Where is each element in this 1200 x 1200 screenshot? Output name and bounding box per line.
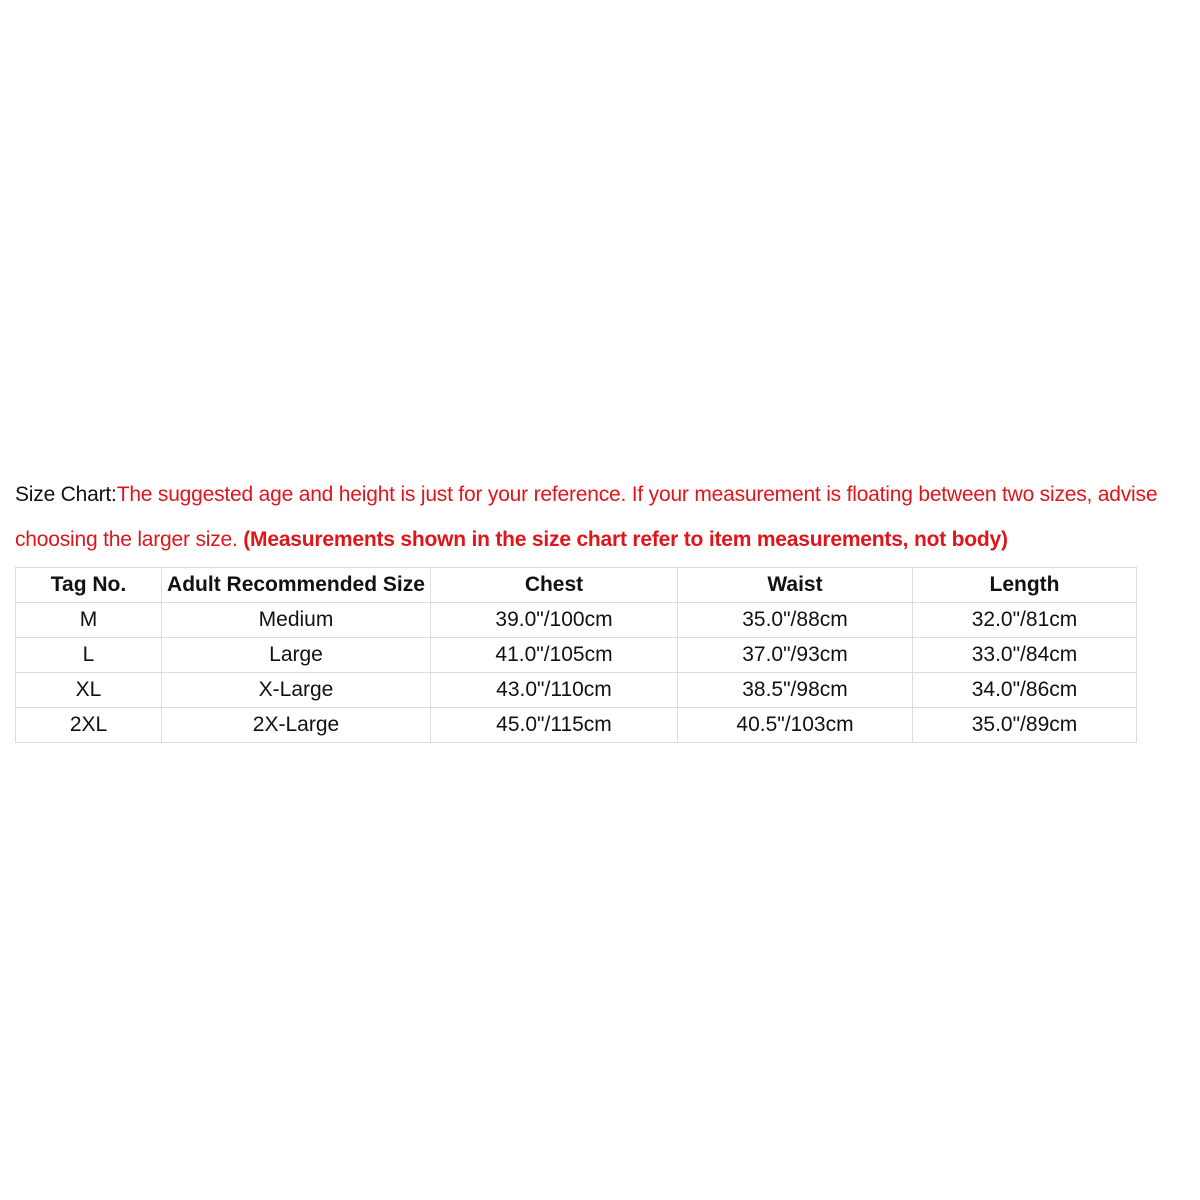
cell-tag-no: M <box>16 603 162 638</box>
header-chest: Chest <box>431 568 678 603</box>
cell-chest: 39.0"/100cm <box>431 603 678 638</box>
cell-tag-no: 2XL <box>16 708 162 743</box>
cell-chest: 41.0"/105cm <box>431 638 678 673</box>
cell-recommended-size: Medium <box>162 603 431 638</box>
cell-recommended-size: 2X-Large <box>162 708 431 743</box>
table-row <box>16 603 1137 638</box>
cell-waist: 38.5"/98cm <box>678 673 913 708</box>
header-length: Length <box>913 568 1137 603</box>
cell-length: 33.0"/84cm <box>913 638 1137 673</box>
size-chart-table <box>15 567 1137 743</box>
cell-tag-no: L <box>16 638 162 673</box>
size-chart-label: Size Chart: <box>15 483 117 506</box>
cell-length: 32.0"/81cm <box>913 603 1137 638</box>
size-chart-intro <box>15 472 1190 562</box>
cell-waist: 40.5"/103cm <box>678 708 913 743</box>
measurement-disclaimer: (Measurements shown in the size chart refer to item measurements, not body) <box>243 528 1008 551</box>
cell-recommended-size: Large <box>162 638 431 673</box>
header-waist: Waist <box>678 568 913 603</box>
table-header-row <box>16 568 1137 603</box>
cell-chest: 45.0"/115cm <box>431 708 678 743</box>
cell-waist: 35.0"/88cm <box>678 603 913 638</box>
cell-chest: 43.0"/110cm <box>431 673 678 708</box>
size-advice-note: The suggested age and height is just for your reference. If your measurement is floating between two sizes, advise choosing the larger size. <box>15 483 1158 551</box>
table-row <box>16 638 1137 673</box>
cell-length: 35.0"/89cm <box>913 708 1137 743</box>
cell-waist: 37.0"/93cm <box>678 638 913 673</box>
header-adult-recommended-size: Adult Recommended Size <box>162 568 431 603</box>
cell-length: 34.0"/86cm <box>913 673 1137 708</box>
table-row <box>16 708 1137 743</box>
cell-tag-no: XL <box>16 673 162 708</box>
cell-recommended-size: X-Large <box>162 673 431 708</box>
header-tag-no: Tag No. <box>16 568 162 603</box>
table-row <box>16 673 1137 708</box>
